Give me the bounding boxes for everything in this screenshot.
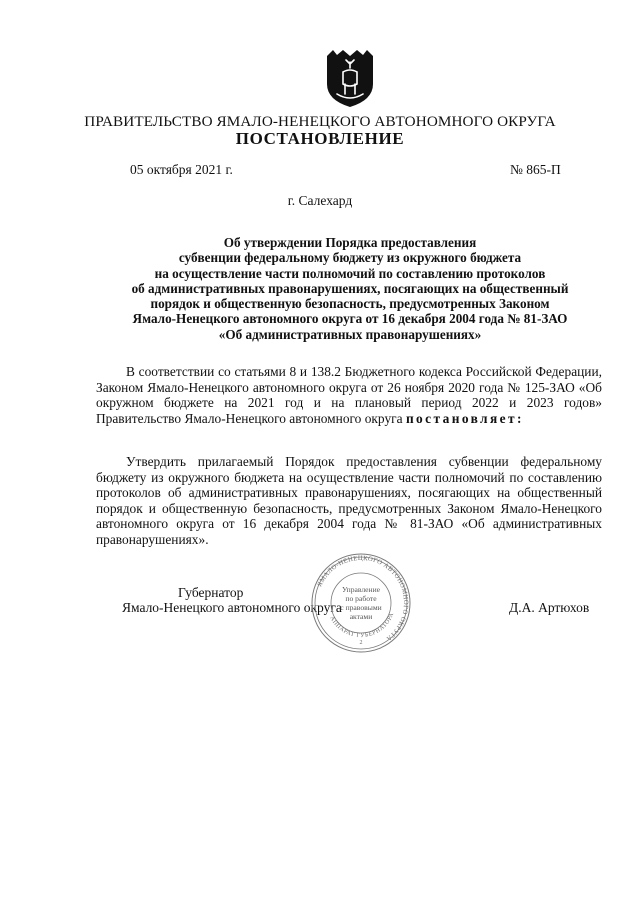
signatory-name: Д.А. Артюхов	[509, 600, 590, 615]
signatory-region: Ямало-Ненецкого автономного округа	[122, 600, 342, 615]
document-city: г. Салехард	[287, 193, 353, 208]
document-number: № 865-П	[510, 162, 561, 177]
decrees-word: постановляет:	[405, 410, 524, 426]
document-date: 05 октября 2021 г.	[130, 162, 233, 177]
preamble-paragraph	[96, 364, 602, 426]
stamp-center-line: актами	[349, 612, 373, 621]
title-line: субвенции федеральному бюджету из окружного бюджета	[178, 250, 522, 266]
title-line: об административных правонарушениях, посягающих на общественный	[131, 280, 569, 296]
title-line: на осуществление части полномочий по составлению протоколов	[154, 265, 546, 281]
stamp-number: 2	[359, 640, 363, 646]
stamp-center-line: с правовыми	[340, 603, 382, 612]
stamp-center-line: по работе	[345, 594, 377, 603]
stamp-outer-text: ЯМАЛО-НЕНЕЦКОГО АВТОНОМНОГО ОКРУГА	[316, 554, 410, 643]
government-name: ПРАВИТЕЛЬСТВО ЯМАЛО-НЕНЕЦКОГО АВТОНОМНОГО ОКРУГА	[84, 113, 556, 130]
coat-of-arms-icon	[323, 50, 377, 108]
document-type: ПОСТАНОВЛЕНИЕ	[235, 129, 405, 148]
title-line: Ямало-Ненецкого автономного округа от 16 декабря 2004 года № 81-ЗАО	[132, 311, 568, 327]
preamble-text: В соответствии со статьями 8 и 138.2 Бюджетного кодекса Российской Федерации, Законом Ямало-Ненецкого автономного округа от 26 ноября 2020 года № 125-ЗАО «Об окружном бюджете на 2021 год и на плановый период 2022 и 2023 годов» Правительство Ямало-Ненецкого автономного округа	[96, 364, 602, 426]
stamp-inner-text: АППАРАТ ГУБЕРНАТОРА	[328, 611, 396, 640]
official-stamp-icon	[310, 552, 412, 654]
title-line: Об утверждении Порядка предоставления	[223, 235, 477, 250]
stamp-center-line: Управление	[341, 585, 381, 594]
signatory-title: Губернатор	[178, 585, 244, 600]
decision-paragraph: Утвердить прилагаемый Порядок предоставления субвенции федеральному бюджету из окружного бюджета на осуществление части полномочий по составлению протоколов об административных правонарушениях, посягающих на общественный порядок и общественную безопасность, предусмотренных Законом Ямало-Ненецкого автономного округа от 16 декабря 2004 года № 81-ЗАО «Об административных правонарушениях».	[96, 454, 602, 547]
document-title	[90, 235, 610, 342]
title-line: «Об административных правонарушениях»	[218, 326, 482, 342]
title-line: порядок и общественную безопасность, предусмотренных Законом	[150, 296, 550, 312]
